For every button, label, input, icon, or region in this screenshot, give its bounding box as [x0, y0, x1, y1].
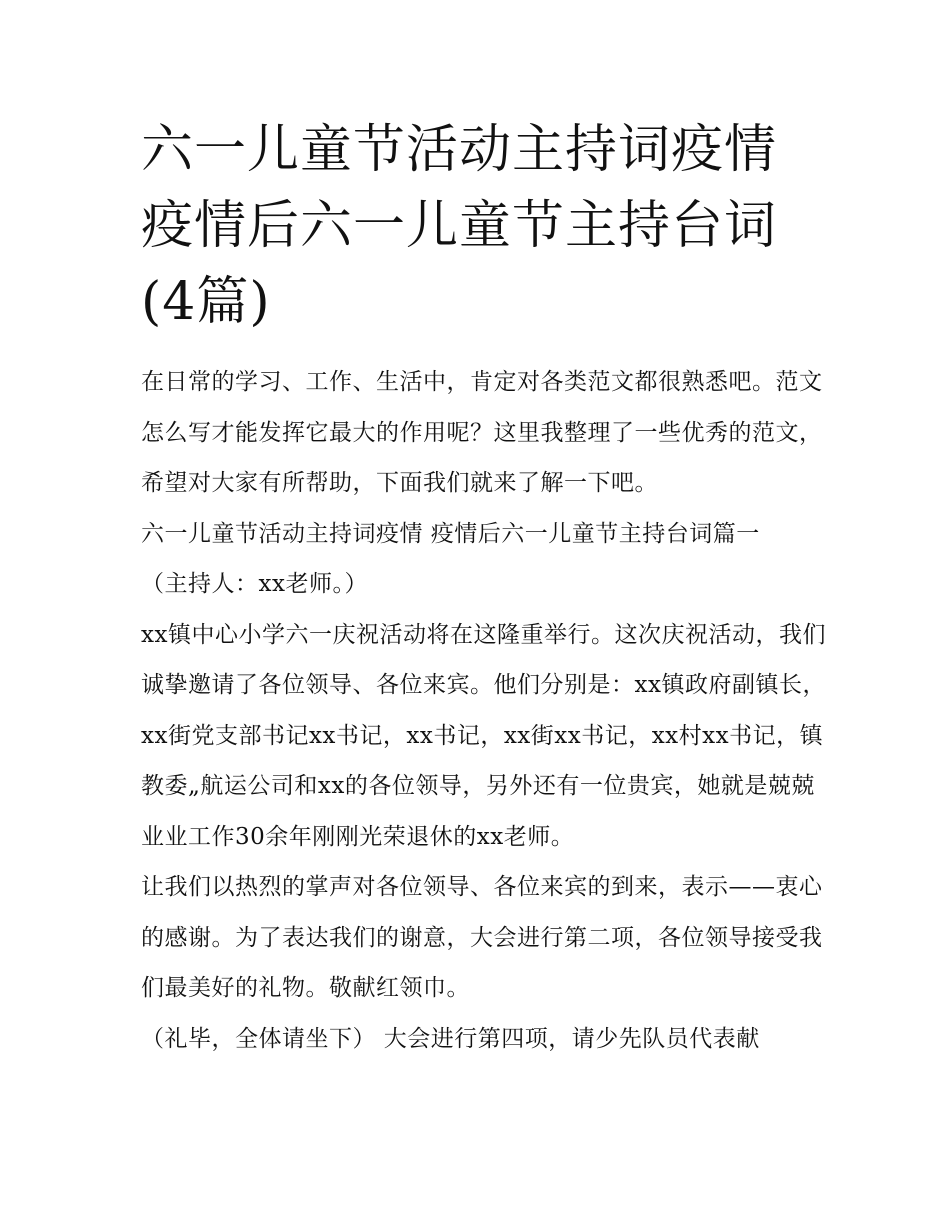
host-note-paragraph: （主持人：xx老师。）: [141, 571, 368, 597]
document-body: [141, 357, 831, 1064]
closing-paragraph: （礼毕，全体请坐下） 大会进行第四项，请少先队员代表献: [141, 1025, 760, 1052]
section-heading: 六一儿童节活动主持词疫情 疫情后六一儿童节主持台词篇一: [141, 520, 760, 547]
document-title: 六一儿童节活动主持词疫情 疫情后六一儿童节主持台词(4篇): [141, 120, 778, 332]
guests-paragraph: xx镇中心小学六一庆祝活动将在这隆重举行。这次庆祝活动，我们诚挚邀请了各位领导、各位来宾。他们分别是：xx镇政府副镇长，xx街党支部书记xx书记，xx书记，xx街xx书记，xx村xx书记，镇教委„航运公司和xx的各位领导，另外还有一位贵宾，她就是兢兢业业工作30余年刚刚光荣退休的xx老师。: [141, 621, 826, 850]
intro-paragraph: 在日常的学习、工作、生活中，肯定对各类范文都很熟悉吧。范文怎么写才能发挥它最大的作用呢？这里我整理了一些优秀的范文，希望对大家有所帮助，下面我们就来了解一下吧。: [141, 369, 823, 496]
thanks-paragraph: 让我们以热烈的掌声对各位领导、各位来宾的到来，表示——衷心的感谢。为了表达我们的谢意，大会进行第二项，各位领导接受我们最美好的礼物。敬献红领巾。: [141, 874, 823, 1001]
